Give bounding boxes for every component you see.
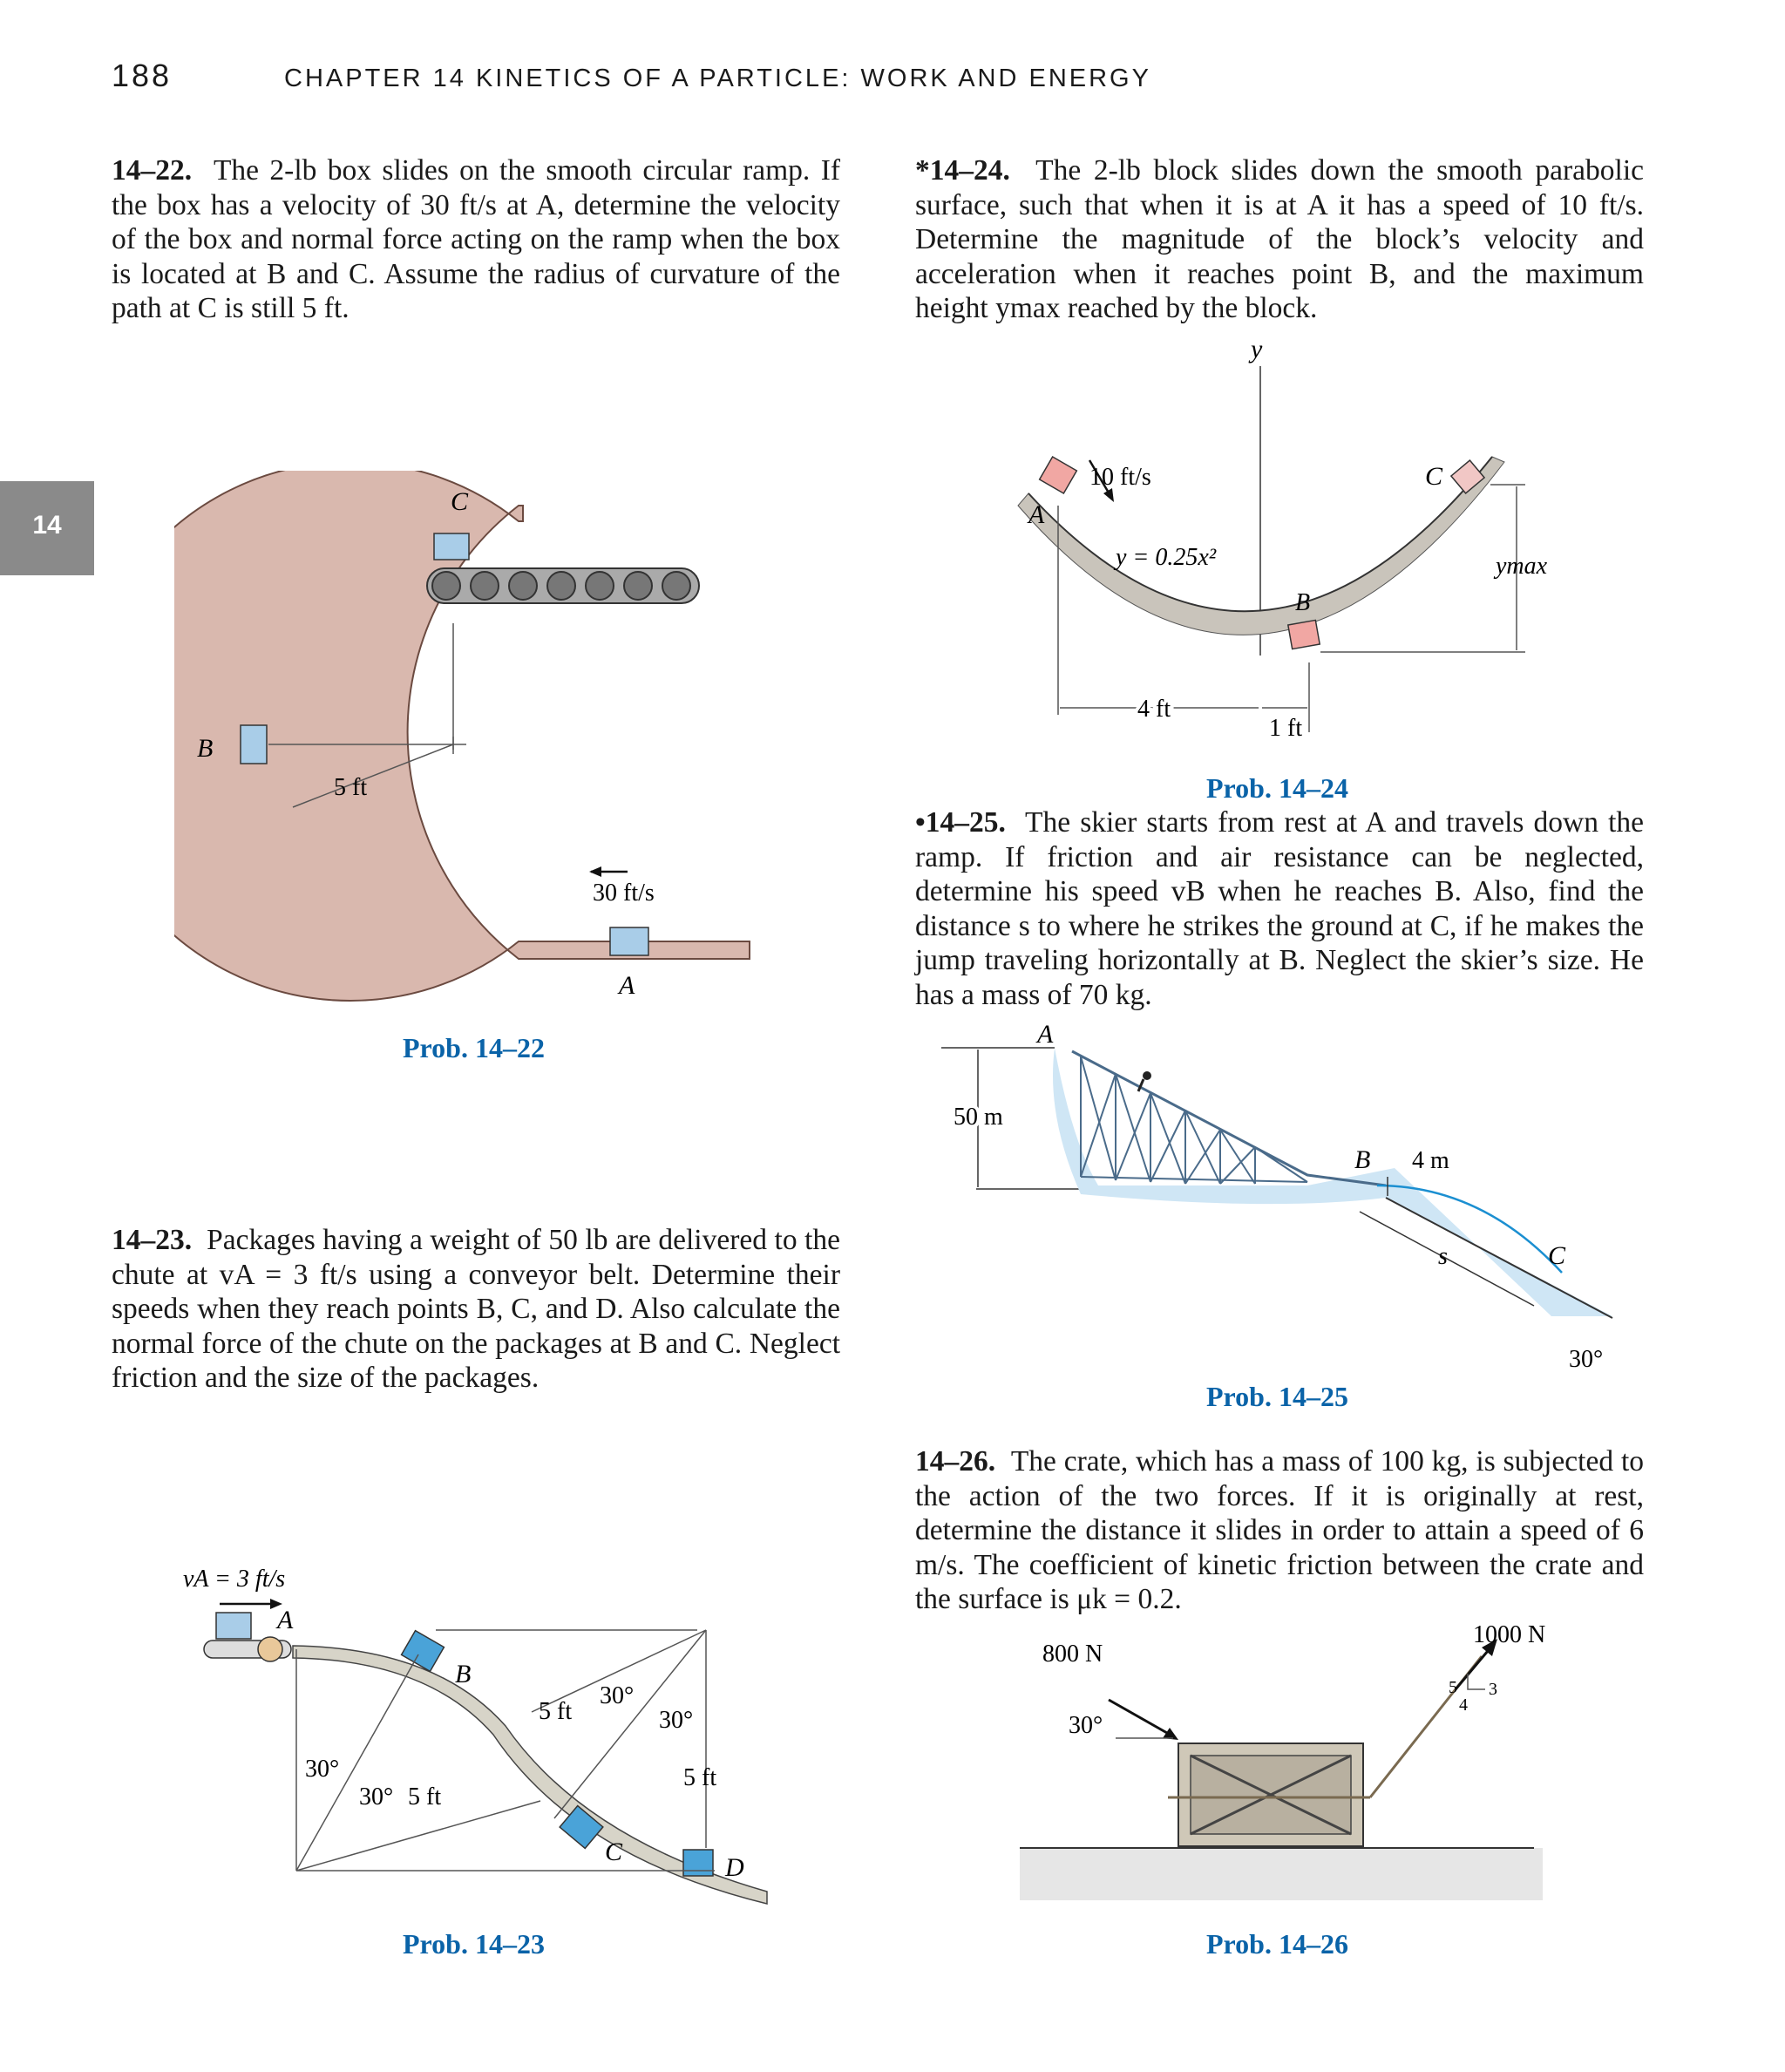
problem-statement: The skier starts from rest at A and travels down the ramp. If friction and air resistance can be neglected, determine his speed vB when he reaches B. Also, find the distance s to where he strikes the ground at C, if he makes the jump traveling horizontally at B. Neglect the skier’s size. He has a mass of 70 kg. [915,806,1644,1011]
label-s: s [1438,1243,1448,1270]
label-800n: 800 N [1042,1641,1103,1668]
caption-14-23: Prob. 14–23 [403,1928,545,1960]
label-angle-2: 30° [359,1783,394,1810]
label-angle-4: 30° [659,1707,694,1734]
figure-14-22 [174,471,784,1011]
caption-14-24: Prob. 14–24 [1206,772,1348,804]
label-a: A [277,1606,294,1634]
box-at-c [434,533,469,560]
label-r1: 5 ft [408,1783,442,1810]
label-speed: 30 ft/s [593,880,655,907]
box-at-b [241,725,267,764]
ramp-top [1072,1051,1386,1185]
label-r2: 5 ft [539,1698,573,1725]
radius-line-2 [296,1801,540,1871]
label-d: D [725,1853,744,1882]
label-angle: 30° [1069,1712,1103,1739]
problem-number: •14–25. [915,806,1006,839]
problem-number: 14–23. [112,1224,193,1256]
label-equation: y = 0.25x² [1116,544,1217,571]
figure-14-25 [941,1011,1630,1377]
snow-slope [1053,1048,1612,1316]
caption-14-25: Prob. 14–25 [1206,1381,1348,1412]
label-height: 50 m [954,1104,1003,1131]
package-at-d [683,1850,713,1876]
label-b: B [455,1660,472,1688]
label-1000n: 1000 N [1473,1621,1546,1648]
label-1ft: 1 ft [1269,715,1303,742]
label-b: B [1354,1145,1371,1174]
label-c: C [1425,462,1443,491]
ground-surface [1020,1848,1543,1900]
label-slope-4: 4 [1459,1695,1468,1715]
ramp-truss [1081,1056,1307,1184]
problem-number: *14–24. [915,154,1010,187]
label-4ft: 4 ft [1137,696,1171,723]
chapter-tab [0,481,94,575]
block-at-b [1288,620,1320,649]
label-c: C [1548,1241,1566,1270]
label-c: C [605,1838,623,1866]
problem-14-23-text [112,1223,840,1396]
problem-number: 14–26. [915,1445,996,1478]
chapter-title: CHAPTER 14 KINETICS OF A PARTICLE: WORK AND ENERGY [284,65,1151,92]
caption-14-22: Prob. 14–22 [403,1032,545,1063]
force-800-arrow [1109,1700,1173,1736]
chapter-tab-label: 14 [32,511,62,540]
figure-14-23 [174,1552,784,1918]
label-angle-1: 30° [305,1756,340,1783]
label-b: B [197,734,214,763]
block-at-a [1040,457,1077,493]
label-c: C [451,487,469,516]
package-at-a [216,1613,251,1639]
label-b: B [1295,589,1311,616]
problem-statement: The crate, which has a mass of 100 kg, is subjected to the action of the two forces. If it is originally at rest, determine the distance it slides in order to attain a speed of 6 m/s. The coefficient of kinetic friction between the crate and the surface is μk = 0.2. [915,1445,1644,1616]
problem-statement: Packages having a weight of 50 lb are delivered to the chute at vA = 3 ft/s using a conveyor belt. Determine their speeds when they reach points B, C, and D. Also calculate the normal force of the chute on the packages at B and C. Neglect friction and the size of the packages. [112,1224,840,1395]
label-r3: 5 ft [683,1764,717,1791]
label-angle: 30° [1569,1346,1604,1373]
label-y-axis: y [1251,335,1263,363]
label-ymax: ymax [1496,553,1548,580]
problem-statement: The 2-lb block slides down the smooth parabolic surface, such that when it is at A it has a speed of 10 ft/s. Determine the magnitude of the block’s velocity and acceleration when it reaches point B, and the maximum height ymax reached by the block. [915,154,1644,325]
conveyor-roller [258,1637,282,1661]
caption-14-26: Prob. 14–26 [1206,1928,1348,1960]
page-number: 188 [112,58,173,93]
box-at-a [610,927,648,955]
label-radius: 5 ft [334,774,368,801]
label-4m: 4 m [1412,1147,1449,1174]
problem-statement: The 2-lb box slides on the smooth circular ramp. If the box has a velocity of 30 ft/s at A, determine the velocity of the box and normal force acting on the ramp when the box is located at B and C. Assume the radius of curvature of the path at C is still 5 ft. [112,154,841,325]
label-a: A [619,971,635,1000]
label-a: A [1037,1020,1054,1049]
velocity-arrowhead [589,866,601,877]
problem-14-26-text [915,1444,1644,1617]
figure-14-26 [1011,1621,1569,1900]
figure-14-24 [1002,331,1569,750]
force-1000-arrow [1456,1646,1492,1689]
problem-14-25-text [915,805,1644,1013]
label-slope-3: 3 [1489,1680,1497,1699]
slope-triangle [1468,1674,1485,1689]
problem-14-24-text [915,153,1644,326]
problem-14-22-text [112,153,840,326]
problem-number: 14–22. [112,154,193,187]
label-a: A [1028,500,1045,529]
label-speed: 10 ft/s [1089,464,1151,491]
label-va: vA = 3 ft/s [183,1566,286,1593]
label-slope-5: 5 [1449,1678,1457,1697]
label-angle-3: 30° [600,1682,635,1709]
ground-slope [1386,1198,1612,1318]
